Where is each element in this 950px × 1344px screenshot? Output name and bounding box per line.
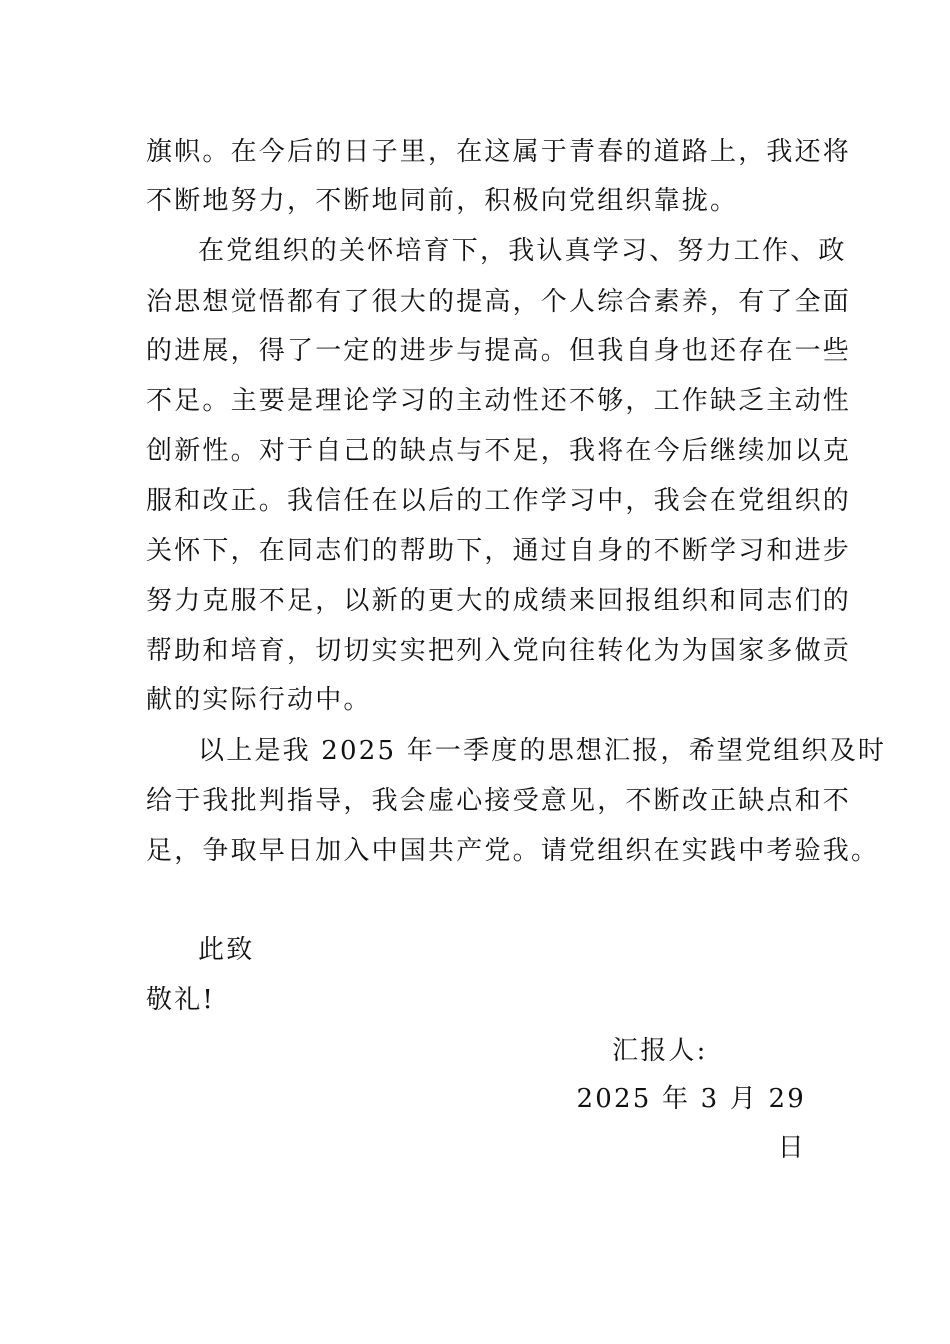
- paragraph-line: 献的实际行动中。: [146, 685, 372, 715]
- paragraph-line: 服和改正。我信任在以后的工作学习中，我会在党组织的: [146, 486, 852, 516]
- paragraph-line: 治思想觉悟都有了很大的提高，个人综合素养，有了全面: [146, 287, 852, 317]
- paragraph-line: 努力克服不足，以新的更大的成绩来回报组织和同志们的: [146, 586, 852, 616]
- paragraph-line: 不足。主要是理论学习的主动性还不够，工作缺乏主动性: [146, 386, 852, 416]
- reporter-label: 汇报人:: [612, 1036, 708, 1066]
- paragraph-line: 以上是我 2025 年一季度的思想汇报，希望党组织及时: [198, 736, 887, 766]
- report-date: 2025 年 3 月 29: [576, 1084, 806, 1114]
- closing-salutation: 此致: [198, 935, 255, 965]
- paragraph-line: 创新性。对于自己的缺点与不足，我将在今后继续加以克: [146, 436, 852, 466]
- closing-regards: 敬礼!: [146, 985, 216, 1015]
- report-date-day: 日: [777, 1133, 806, 1163]
- paragraph-line: 给于我批判指导，我会虚心接受意见，不断改正缺点和不: [146, 786, 852, 816]
- paragraph-line: 帮助和培育，切切实实把列入党向往转化为为国家多做贡: [146, 636, 852, 666]
- paragraph-line: 的进展，得了一定的进步与提高。但我自身也还存在一些: [146, 336, 852, 366]
- paragraph-line: 足，争取早日加入中国共产党。请党组织在实践中考验我。: [146, 836, 880, 866]
- paragraph-line: 关怀下，在同志们的帮助下，通过自身的不断学习和进步: [146, 536, 852, 566]
- paragraph-line: 在党组织的关怀培育下，我认真学习、努力工作、政: [198, 236, 847, 266]
- paragraph-line: 不断地努力，不断地同前，积极向党组织靠拢。: [146, 186, 739, 216]
- paragraph-line: 旗帜。在今后的日子里，在这属于青春的道路上，我还将: [146, 137, 852, 167]
